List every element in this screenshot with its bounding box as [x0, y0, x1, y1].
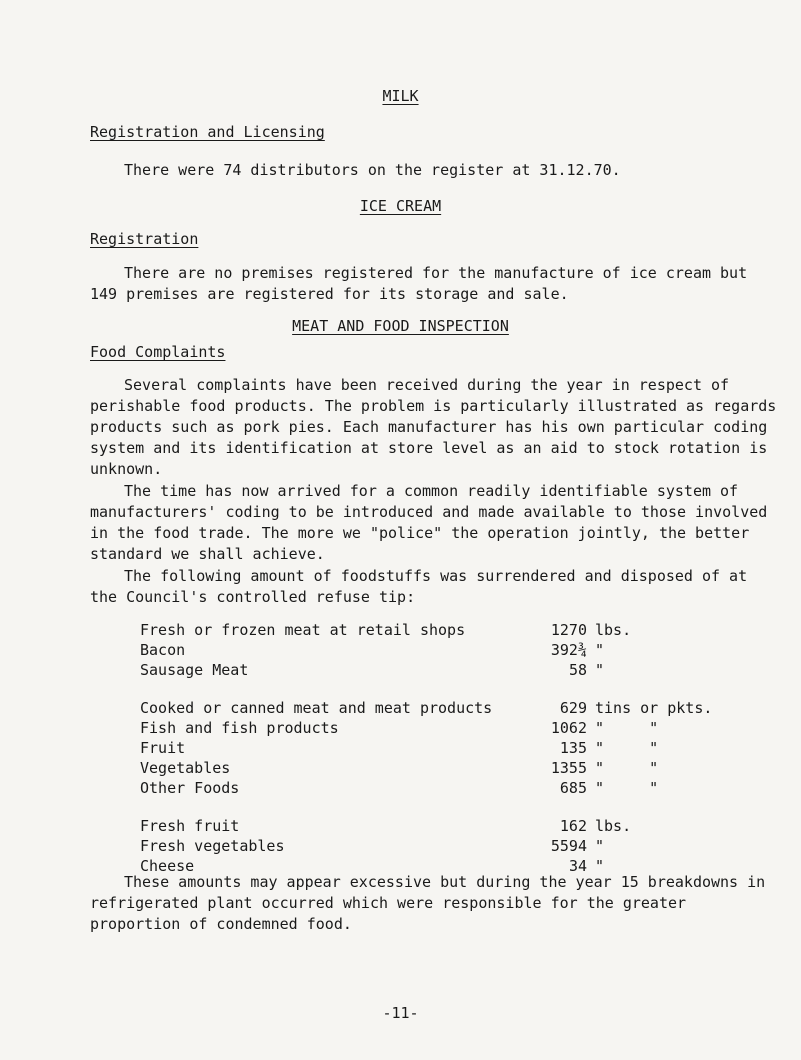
milk-subheading: Registration and Licensing [90, 123, 325, 141]
surrender-paragraph: The following amount of foodstuffs was surrendered and disposed of at the Council's controlled refuse tip: [90, 567, 748, 606]
complaints-paragraph: Several complaints have been received during the year in respect of perishable food products. The problem is particularly illustrated as regards products such as pork pies. Each manufacturer has his own particular coding system and its identification at store level as an aid to stock rotation is unknown. [90, 376, 777, 478]
meat-heading: MEAT AND FOOD INSPECTION [292, 317, 509, 335]
foodstuffs-table [140, 620, 760, 876]
table-row: Fruit 135 " " [140, 739, 659, 757]
table-row: Fresh fruit 162 lbs. [140, 817, 632, 835]
table-row: Other Foods 685 " " [140, 779, 659, 797]
coding-paragraph: The time has now arrived for a common readily identifiable system of manufacturers' coding to be introduced and made available to those involved in the food trade. The more we "police" the operation jointly, the better standard we shall achieve. [90, 482, 768, 563]
table-row: Fish and fish products 1062 " " [140, 719, 659, 737]
page-number: -11- [382, 1004, 419, 1022]
food-complaints-subheading: Food Complaints [90, 343, 226, 361]
closing-paragraph: These amounts may appear excessive but during the year 15 breakdowns in refrigerated plant occurred which were responsible for the greater proportion of condemned food. [90, 873, 766, 933]
group-spacer [140, 680, 760, 698]
ice-cream-subheading: Registration [90, 230, 199, 248]
milk-heading: MILK [382, 87, 419, 105]
table-row: Sausage Meat 58 " [140, 661, 605, 679]
table-row: Cheese 34 " [140, 857, 605, 875]
table-row: Fresh or frozen meat at retail shops 1270 lbs. [140, 621, 632, 639]
table-row: Bacon 392¾ " [140, 641, 605, 659]
milk-text: There were 74 distributors on the register at 31.12.70. [124, 161, 621, 179]
table-row: Fresh vegetables 5594 " [140, 837, 605, 855]
table-row: Cooked or canned meat and meat products 629 tins or pkts. [140, 699, 713, 717]
table-row: Vegetables 1355 " " [140, 759, 659, 777]
ice-cream-heading: ICE CREAM [359, 197, 442, 215]
group-spacer [140, 798, 760, 816]
ice-cream-text: There are no premises registered for the manufacture of ice cream but 149 premises are registered for its storage and sale. [90, 264, 748, 303]
